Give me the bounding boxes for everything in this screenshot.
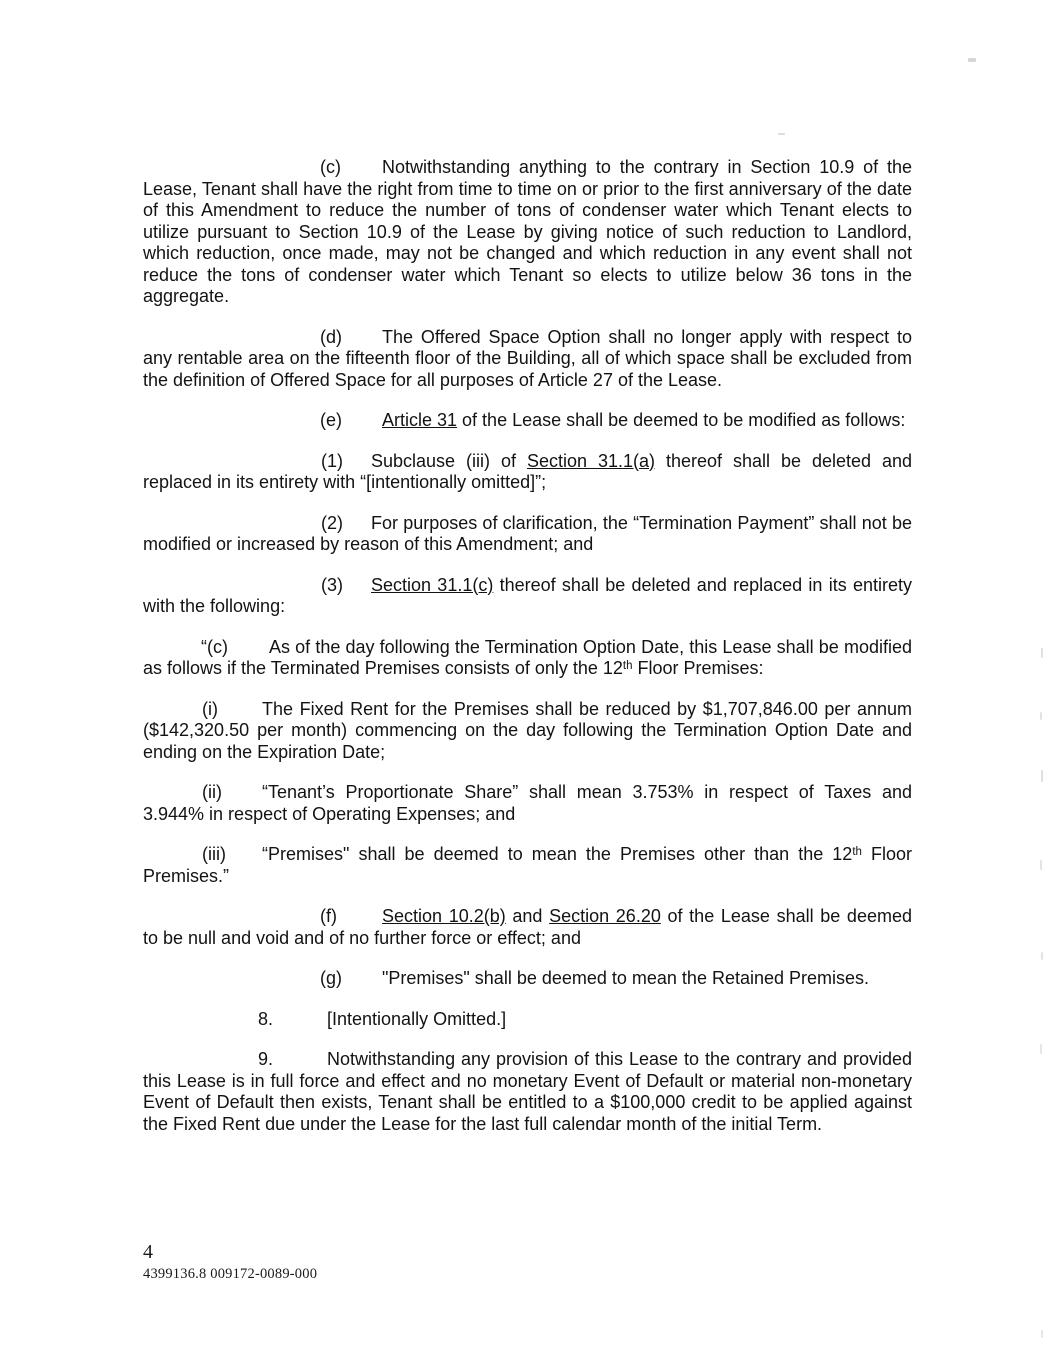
paragraph-label: (iii) [202, 844, 226, 864]
paragraph-text: Section 10.2(b) and Section 26.20 of the Lease shall be deemed to be null and void and of no further force or effect; and [143, 906, 912, 948]
paragraph-text: As of the day following the Termination Option Date, this Lease shall be modified as follows if the Terminated Premises consists of only the 12th Floor Premises: [143, 636, 912, 678]
section-9 [143, 1049, 912, 1135]
paragraph-text: “Premises" shall be deemed to mean the Premises other than the 12th Floor Premises.” [143, 844, 912, 886]
section-8 [143, 1009, 912, 1031]
paragraph-label: (f) [320, 906, 337, 926]
subclause-i [143, 699, 912, 764]
scan-artifact [1040, 1044, 1042, 1054]
paragraph-label: (ii) [202, 782, 222, 802]
document-control-number: 4399136.8 009172-0089-000 [143, 1266, 318, 1282]
paragraph-label: (d) [320, 326, 342, 347]
paragraph-text: Subclause (iii) of Section 31.1(a) thereof shall be deleted and replaced in its entirety with “[intentionally omitted]”; [143, 450, 913, 492]
subclause-1 [143, 451, 912, 494]
subclause-3 [143, 575, 912, 618]
scan-artifact [968, 58, 976, 62]
scan-artifact [1041, 1330, 1043, 1338]
paragraph-text: Notwithstanding any provision of this Lease to the contrary and provided this Lease is in full force and effect and no monetary Event of Default or material non-monetary Event of Default then exists, Tenant shall be entitled to a $100,000 credit to be applied against the Fixed Rent due under the Lease for the last full calendar month of the initial Term. [143, 1049, 912, 1134]
paragraph-text: The Fixed Rent for the Premises shall be reduced by $1,707,846.00 per annum ($142,320.50 per month) commencing on the day following the Termination Option Date and ending on the Expiration Date; [143, 698, 912, 762]
paragraph-label: (3) [321, 574, 343, 595]
scan-artifact [1040, 712, 1042, 720]
scan-artifact [1041, 648, 1043, 658]
paragraph-label: (c) [320, 157, 341, 177]
paragraph-label: (2) [321, 512, 343, 533]
paragraph-g [143, 968, 912, 990]
paragraph-label: (g) [320, 968, 342, 988]
page-footer [143, 1241, 317, 1283]
subclause-iii [143, 844, 912, 887]
paragraph-text: "Premises" shall be deemed to mean the Retained Premises. [382, 968, 870, 988]
paragraph-e [143, 410, 912, 432]
paragraph-label: 8. [258, 1008, 274, 1029]
paragraph-d [143, 327, 912, 392]
paragraph-text: For purposes of clarification, the “Termination Payment” shall not be modified or increased by reason of this Amendment; and [143, 512, 912, 554]
paragraph-c [143, 157, 912, 308]
paragraph-text: Notwithstanding anything to the contrary in Section 10.9 of the Lease, Tenant shall have the right from time to time on or prior to the first anniversary of the date of this Amendment to reduce the number of tons of condenser water which Tenant elects to utilize pursuant to Section 10.9 of the Lease by giving notice of such reduction to Landlord, which reduction, once made, may not be changed and which reduction in any event shall not reduce the tons of condenser water which Tenant so elects to utilize below 36 tons in the aggregate. [143, 157, 912, 306]
paragraph-label: 9. [258, 1049, 274, 1069]
scan-artifact [1041, 952, 1043, 960]
paragraph-label: (i) [202, 698, 218, 719]
quoted-paragraph-c [143, 637, 912, 680]
page-number: 4 [143, 1241, 153, 1263]
paragraph-label: (e) [320, 410, 342, 430]
paragraph-text: [Intentionally Omitted.] [327, 1008, 507, 1029]
subclause-ii [143, 782, 912, 825]
paragraph-label: (1) [321, 450, 343, 471]
document-body [143, 157, 912, 1154]
scan-artifact [1040, 860, 1042, 870]
subclause-2 [143, 513, 912, 556]
paragraph-text: Article 31 of the Lease shall be deemed to be modified as follows: [382, 410, 906, 430]
paragraph-text: Section 31.1(c) thereof shall be deleted and replaced in its entirety with the following: [143, 574, 912, 616]
scan-artifact [778, 133, 785, 135]
paragraph-text: “Tenant’s Proportionate Share” shall mean 3.753% in respect of Taxes and 3.944% in respect of Operating Expenses; and [143, 782, 912, 824]
scan-artifact [1041, 770, 1043, 782]
paragraph-text: The Offered Space Option shall no longer apply with respect to any rentable area on the fifteenth floor of the Building, all of which space shall be excluded from the definition of Offered Space for all purposes of Article 27 of the Lease. [143, 326, 912, 390]
paragraph-label: “(c) [201, 636, 228, 657]
paragraph-f [143, 906, 912, 949]
